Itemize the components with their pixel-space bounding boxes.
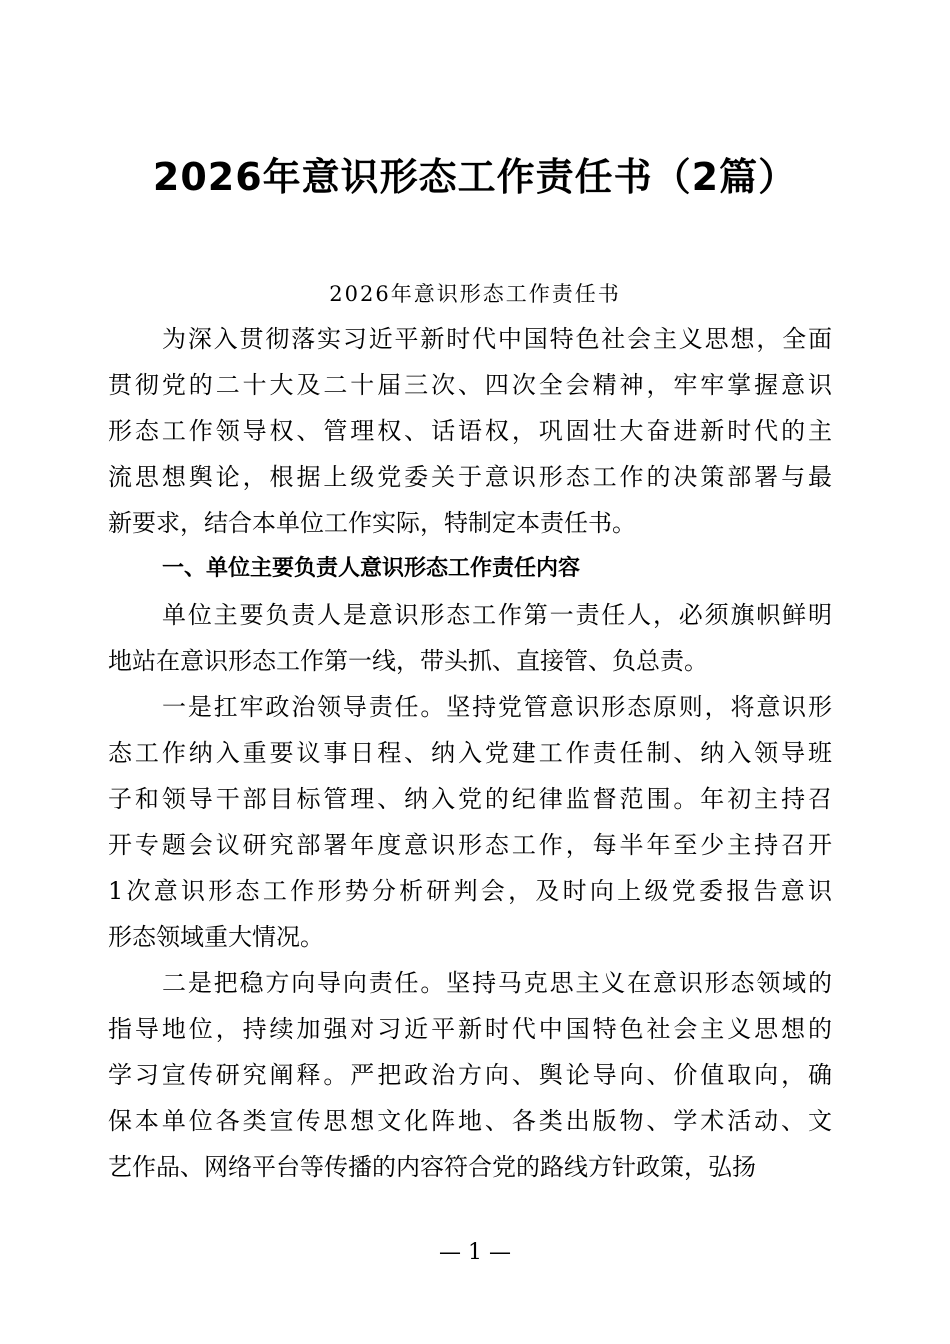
text-line: 为深入贯彻落实习近平新时代中国特色社会主义思想，全面 xyxy=(162,325,832,353)
paragraph xyxy=(108,592,832,684)
text-line: 形态领域重大情况。 xyxy=(108,923,324,951)
text-line: 一、单位主要负责人意识形态工作责任内容 xyxy=(162,556,581,581)
document-subtitle: 2026年意识形态工作责任书 xyxy=(329,282,621,306)
text-line: 贯彻党的二十大及二十届三次、四次全会精神，牢牢掌握意识 xyxy=(108,371,832,399)
text-line: 形态工作领导权、管理权、话语权，巩固壮大奋进新时代的主 xyxy=(108,417,832,445)
text-line: 开专题会议研究部署年度意识形态工作，每半年至少主持召开 xyxy=(108,831,832,859)
text-line: 学习宣传研究阐释。严把政治方向、舆论导向、价值取向，确 xyxy=(108,1061,832,1089)
text-line: 地站在意识形态工作第一线，带头抓、直接管、负总责。 xyxy=(108,647,708,675)
text-line: 新要求，结合本单位工作实际，特制定本责任书。 xyxy=(108,509,636,537)
section-heading xyxy=(108,546,832,592)
text-line: 指导地位，持续加强对习近平新时代中国特色社会主义思想的 xyxy=(108,1015,832,1043)
paragraph xyxy=(108,316,832,546)
paragraph xyxy=(108,960,832,1190)
text-line: 二是把稳方向导向责任。坚持马克思主义在意识形态领域的 xyxy=(162,969,832,997)
text-line: 艺作品、网络平台等传播的内容符合党的路线方针政策，弘扬 xyxy=(108,1153,756,1181)
text-line: 一是扛牢政治领导责任。坚持党管意识形态原则，将意识形 xyxy=(162,693,832,721)
text-line: 保本单位各类宣传思想文化阵地、各类出版物、学术活动、文 xyxy=(108,1107,832,1135)
document-body xyxy=(108,316,832,1190)
document-title: 2026年意识形态工作责任书（2篇） xyxy=(152,155,798,199)
text-line: 子和领导干部目标管理、纳入党的纪律监督范围。年初主持召 xyxy=(108,785,832,813)
page-number: — 1 — xyxy=(439,1240,511,1265)
text-line: 1次意识形态工作形势分析研判会，及时向上级党委报告意识 xyxy=(108,877,832,905)
text-line: 态工作纳入重要议事日程、纳入党建工作责任制、纳入领导班 xyxy=(108,739,832,767)
text-line: 单位主要负责人是意识形态工作第一责任人，必须旗帜鲜明 xyxy=(162,601,832,629)
paragraph xyxy=(108,684,832,960)
text-line: 流思想舆论，根据上级党委关于意识形态工作的决策部署与最 xyxy=(108,463,832,491)
